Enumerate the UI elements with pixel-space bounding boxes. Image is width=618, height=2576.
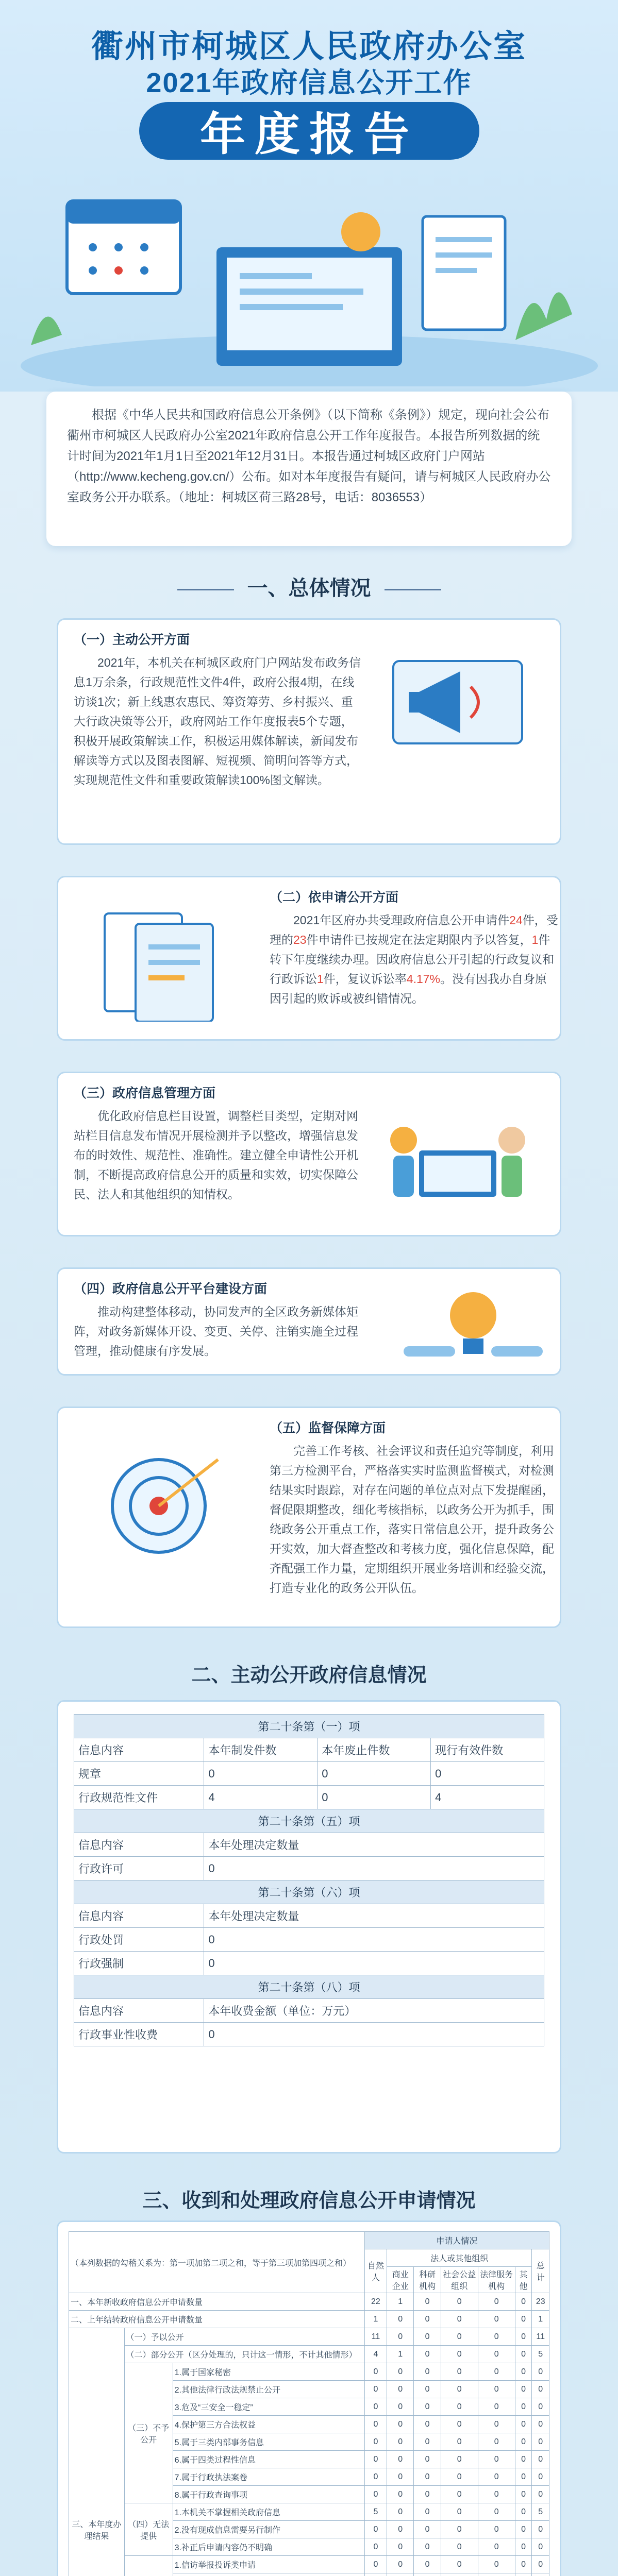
table-row xyxy=(69,2293,549,2311)
cell-value: 0 xyxy=(414,2293,441,2311)
t3-r1c1: 0 xyxy=(204,1952,544,1975)
card1-text: 2021年，本机关在柯城区政府门户网站发布政务信息1万余条，行政规范性文件4件，政府公报4期，在线访谈1次；新上线惠农惠民、筹资筹劳、乡村振兴、重大行政决策等公开，政府网站工作年度报表5个专题，积极开展政策解读工作，积极运用媒体解读，新闻发布解读等方式以及图表图解、短视频、简明问答等方式，实现规范性文件和重要政策解读100%图文解读。 xyxy=(74,656,361,787)
cell-value: 0 xyxy=(515,2328,532,2346)
t3-r0c0: 行政处罚 xyxy=(74,1928,204,1952)
cell-value: 0 xyxy=(387,2433,414,2451)
card-application-disclosure xyxy=(57,876,561,1041)
cell-value: 0 xyxy=(441,2486,478,2503)
cell-value: 0 xyxy=(441,2363,478,2381)
table-corner-note: （本列数据的勾稽关系为：第一项加第二项之和，等于第三项加第四项之和） xyxy=(69,2232,365,2293)
t1-caption: 第二十条第（一）项 xyxy=(74,1715,544,1738)
cell-value: 0 xyxy=(441,2521,478,2538)
group-label xyxy=(124,2556,173,2576)
card2-heading: （二）依申请公开方面 xyxy=(270,890,399,905)
col-other: 其他 xyxy=(515,2267,532,2293)
cell-value: 5 xyxy=(364,2503,387,2521)
cell-value: 0 xyxy=(515,2416,532,2433)
t1-h0: 信息内容 xyxy=(74,1738,204,1762)
cell-value: 0 xyxy=(441,2311,478,2328)
group-label: （三）不予公开 xyxy=(124,2363,173,2503)
cell-value: 0 xyxy=(532,2416,549,2433)
row-label: 2.没有现成信息需要另行制作 xyxy=(173,2521,364,2538)
table-row xyxy=(69,2363,549,2381)
cell-value: 0 xyxy=(441,2328,478,2346)
t1-r0c3: 0 xyxy=(431,1762,544,1786)
card4-text: 推动构建整体移动，协同发声的全区政务新媒体矩阵，对政务新媒体开设、变更、关停、注销实施全过程管理，推动健康有序发展。 xyxy=(74,1305,358,1358)
cell-value: 0 xyxy=(515,2363,532,2381)
card3-heading: （三）政府信息管理方面 xyxy=(74,1086,216,1100)
row-label: 1.信访举报投诉类申请 xyxy=(173,2556,364,2573)
cell-value: 0 xyxy=(515,2556,532,2573)
t3-h1: 本年处理决定数量 xyxy=(204,1904,544,1928)
cell-value: 0 xyxy=(364,2416,387,2433)
megaphone-icon xyxy=(373,640,543,764)
cell-value: 0 xyxy=(414,2398,441,2416)
card-platform-building xyxy=(57,1267,561,1376)
cell-value: 0 xyxy=(414,2311,441,2328)
cell-value: 0 xyxy=(515,2486,532,2503)
cell-value: 0 xyxy=(414,2451,441,2468)
cell-value: 11 xyxy=(364,2328,387,2346)
cell-value: 0 xyxy=(441,2381,478,2398)
t2-caption: 第二十条第（五）项 xyxy=(74,1809,544,1833)
hero-title-line1: 衢州市柯城区人民政府办公室 xyxy=(91,29,527,64)
t1-h2: 本年废止件数 xyxy=(318,1738,431,1762)
t1-r0c1: 0 xyxy=(204,1762,318,1786)
t1-h3: 现行有效件数 xyxy=(431,1738,544,1762)
cell-value: 0 xyxy=(478,2346,515,2363)
cell-value: 0 xyxy=(478,2521,515,2538)
cell-value: 0 xyxy=(515,2433,532,2451)
t4-r0c0: 行政事业性收费 xyxy=(74,2023,204,2046)
cell-value: 0 xyxy=(441,2451,478,2468)
row-label: 4.保护第三方合法权益 xyxy=(173,2416,364,2433)
t3-h0: 信息内容 xyxy=(74,1904,204,1928)
cell-value: 0 xyxy=(414,2328,441,2346)
col-commercial: 商业企业 xyxy=(387,2267,414,2293)
cell-value: 0 xyxy=(387,2486,414,2503)
cell-value: 0 xyxy=(532,2521,549,2538)
cell-value: 23 xyxy=(532,2293,549,2311)
cell-value: 0 xyxy=(515,2381,532,2398)
row-label: 5.属于三类内部事务信息 xyxy=(173,2433,364,2451)
cell-value: 0 xyxy=(515,2398,532,2416)
hero-banner xyxy=(0,0,618,392)
cell-value: 0 xyxy=(478,2433,515,2451)
hero-illustration xyxy=(0,170,618,386)
cell-value: 0 xyxy=(515,2451,532,2468)
cell-value: 0 xyxy=(414,2416,441,2433)
cell-value xyxy=(364,2573,387,2576)
card5-text: 完善工作考核、社会评议和责任追究等制度，利用第三方检测平台，严格落实实时监测监督模式，对检测结果实时跟踪，对存在问题的单位点对点下发提醒函，督促限期整改，细化考核指标，以政务公开为抓手，围绕政务公开重点工作，落实日常信息公开，提升政务公开实效，加大督查整改和考核力度，强化信息保障，配齐配强工作力量，定期组织开展业务培训和经验交流，打造专业化的政务公开队伍。 xyxy=(270,1444,554,1595)
t2-h1: 本年处理决定数量 xyxy=(204,1833,544,1857)
intro-text: 根据《中华人民共和国政府信息公开条例》（以下简称《条例》）规定，现向社会公布衢州市柯城区人民政府办公室2021年政府信息公开工作年度报告。本报告所列数据的统计时间为2021年1月1日至2021年12月31日。本报告通过柯城区政府门户网站（http://www.kecheng.gov.cn/）公布。如对本年度报告有疑问，请与柯城区人民政府办公室政务公开办联系。（地址：柯城区荷三路28号，电话：8036553） xyxy=(46,392,572,546)
cell-value: 0 xyxy=(478,2538,515,2556)
card3-text: 优化政府信息栏目设置，调整栏目类型，定期对网站栏目信息发布情况开展检测并予以整改，增强信息发布的时效性、规范性、准确性。建立健全申请性公开机制，不断提高政府信息公开的质量和实效，切实保障公民、法人和其他组织的知情权。 xyxy=(74,1109,358,1201)
cell-value: 0 xyxy=(478,2486,515,2503)
total-header: 总计 xyxy=(532,2249,549,2293)
application-stats-table xyxy=(69,2231,549,2576)
cell-value: 11 xyxy=(532,2328,549,2346)
cell-value: 0 xyxy=(532,2451,549,2468)
section2-title: 二、主动公开政府信息情况 xyxy=(191,1665,427,1686)
cell-value: 0 xyxy=(478,2398,515,2416)
cell-value: 0 xyxy=(532,2398,549,2416)
cell-value: 0 xyxy=(364,2556,387,2573)
card-info-management xyxy=(57,1072,561,1236)
cell-value: 0 xyxy=(364,2381,387,2398)
cell-value: 0 xyxy=(515,2538,532,2556)
section1-title-text: 一、总体情况 xyxy=(247,577,371,600)
cell-value: 0 xyxy=(414,2433,441,2451)
section1-title xyxy=(0,572,618,601)
cell-value: 1 xyxy=(364,2311,387,2328)
cell-value: 0 xyxy=(364,2486,387,2503)
cell-value: 0 xyxy=(441,2416,478,2433)
natural-person-header: 自然人 xyxy=(364,2249,387,2293)
cell-value: 0 xyxy=(532,2556,549,2573)
cell-value: 0 xyxy=(364,2451,387,2468)
table-article20-item1 xyxy=(74,1714,544,2046)
table-row xyxy=(69,2328,549,2346)
cell-value: 0 xyxy=(478,2556,515,2573)
row-label: 8.属于行政查询事项 xyxy=(173,2486,364,2503)
row-label: 3.补正后申请内容仍不明确 xyxy=(173,2538,364,2556)
card-active-disclosure xyxy=(57,618,561,845)
cell-value: 0 xyxy=(441,2346,478,2363)
t1-h1: 本年制发件数 xyxy=(204,1738,318,1762)
cell-value xyxy=(387,2573,414,2576)
t1-r0c0: 规章 xyxy=(74,1762,204,1786)
cell-value: 0 xyxy=(515,2346,532,2363)
table-row xyxy=(69,2503,549,2521)
cell-value: 0 xyxy=(414,2468,441,2486)
t2-r0c0: 行政许可 xyxy=(74,1857,204,1880)
cell-value: 0 xyxy=(387,2468,414,2486)
cell-value: 0 xyxy=(364,2468,387,2486)
cell-value: 0 xyxy=(414,2346,441,2363)
group-label: 三、本年度办理结果 xyxy=(69,2328,125,2576)
row-label: 6.属于四类过程性信息 xyxy=(173,2451,364,2468)
active-disclosure-tables xyxy=(57,1700,561,2154)
group-label: （四）无法提供 xyxy=(124,2503,173,2556)
cell-value: 0 xyxy=(387,2503,414,2521)
cell-value xyxy=(478,2573,515,2576)
t4-h1: 本年收费金额（单位：万元） xyxy=(204,1999,544,2023)
t2-r0c1: 0 xyxy=(204,1857,544,1880)
cell-value: 0 xyxy=(414,2556,441,2573)
t3-caption: 第二十条第（六）项 xyxy=(74,1880,544,1904)
cell-value: 0 xyxy=(414,2521,441,2538)
people-laptop-icon xyxy=(373,1094,543,1217)
cell-value: 22 xyxy=(364,2293,387,2311)
card5-heading: （五）监督保障方面 xyxy=(270,1421,386,1435)
cell-value: 0 xyxy=(532,2363,549,2381)
cell-value: 0 xyxy=(532,2433,549,2451)
cell-value: 0 xyxy=(532,2486,549,2503)
table-row xyxy=(69,2556,549,2573)
cell-value: 0 xyxy=(387,2538,414,2556)
cell-value xyxy=(441,2573,478,2576)
cell-value: 0 xyxy=(441,2398,478,2416)
cell-value: 0 xyxy=(532,2381,549,2398)
cell-value: 0 xyxy=(532,2538,549,2556)
t3-r0c1: 0 xyxy=(204,1928,544,1952)
row-label: 1.属于国家秘密 xyxy=(173,2363,364,2381)
target-icon xyxy=(74,1444,244,1568)
cell-value: 0 xyxy=(387,2328,414,2346)
card4-heading: （四）政府信息公开平台建设方面 xyxy=(74,1282,268,1296)
col-nonprofit: 社会公益组织 xyxy=(441,2267,478,2293)
row-label: 二、上年结转政府信息公开申请数量 xyxy=(69,2311,365,2328)
cell-value: 4 xyxy=(364,2346,387,2363)
cell-value: 0 xyxy=(515,2521,532,2538)
cell-value: 0 xyxy=(387,2521,414,2538)
cell-value: 0 xyxy=(387,2556,414,2573)
row-label: 一、本年新收政府信息公开申请数量 xyxy=(69,2293,365,2311)
hero-band-text: 年度报告 xyxy=(199,109,419,160)
row-label xyxy=(173,2573,364,2576)
cell-value: 0 xyxy=(364,2433,387,2451)
cell-value: 0 xyxy=(515,2468,532,2486)
t1-r1c0: 行政规范性文件 xyxy=(74,1786,204,1809)
cell-value: 1 xyxy=(387,2346,414,2363)
cell-value: 0 xyxy=(441,2503,478,2521)
cell-value: 0 xyxy=(414,2538,441,2556)
cell-value: 0 xyxy=(387,2311,414,2328)
hero-title-line2: 2021年政府信息公开工作 xyxy=(146,67,472,98)
cell-value: 0 xyxy=(441,2556,478,2573)
hero-band xyxy=(139,102,479,160)
cell-value: 0 xyxy=(478,2416,515,2433)
row-label: （二）部分公开（区分处理的，只计这一情形，不计其他情形） xyxy=(124,2346,364,2363)
cell-value xyxy=(532,2573,549,2576)
cell-value: 0 xyxy=(532,2468,549,2486)
cell-value: 5 xyxy=(532,2503,549,2521)
cell-value: 0 xyxy=(414,2363,441,2381)
documents-icon xyxy=(74,898,244,1022)
cell-value: 0 xyxy=(515,2311,532,2328)
cell-value: 0 xyxy=(515,2503,532,2521)
cell-value: 0 xyxy=(364,2363,387,2381)
cell-value: 0 xyxy=(441,2468,478,2486)
cell-value xyxy=(414,2573,441,2576)
t1-r1c1: 4 xyxy=(204,1786,318,1809)
section3-title: 三、收到和处理政府信息公开申请情况 xyxy=(142,2190,476,2212)
cell-value: 0 xyxy=(478,2451,515,2468)
cell-value: 0 xyxy=(478,2503,515,2521)
cell-value: 0 xyxy=(414,2503,441,2521)
cell-value: 0 xyxy=(478,2328,515,2346)
application-table-box xyxy=(57,2221,561,2576)
t4-h0: 信息内容 xyxy=(74,1999,204,2023)
idea-icon xyxy=(388,1279,558,1367)
t4-r0c1: 0 xyxy=(204,2023,544,2046)
t3-r1c0: 行政强制 xyxy=(74,1952,204,1975)
cell-value: 0 xyxy=(441,2538,478,2556)
col-legal-service: 法律服务机构 xyxy=(478,2267,515,2293)
cell-value: 0 xyxy=(478,2363,515,2381)
row-label: 2.其他法律行政法规禁止公开 xyxy=(173,2381,364,2398)
cell-value: 0 xyxy=(478,2311,515,2328)
cell-value: 0 xyxy=(387,2381,414,2398)
cell-value: 0 xyxy=(364,2398,387,2416)
cell-value: 5 xyxy=(532,2346,549,2363)
row-label: 3.危及“三安全一稳定” xyxy=(173,2398,364,2416)
cell-value: 0 xyxy=(441,2433,478,2451)
cell-value: 0 xyxy=(387,2363,414,2381)
cell-value: 0 xyxy=(387,2416,414,2433)
t4-caption: 第二十条第（八）项 xyxy=(74,1975,544,1999)
card2-text: 2021年区府办共受理政府信息公开申请件24件，受理的23件申请件已按规定在法定期限内予以答复，1件转下年度继续办理。因政府信息公开引起的行政复议和行政诉讼1件，复议诉讼率4.17%。没有因我办自身原因引起的败诉或被纠错情况。 xyxy=(270,913,558,1005)
cell-value: 0 xyxy=(364,2521,387,2538)
applicant-header: 申请人情况 xyxy=(364,2232,549,2249)
cell-value: 0 xyxy=(515,2293,532,2311)
t1-r0c2: 0 xyxy=(318,1762,431,1786)
row-label: （一）予以公开 xyxy=(124,2328,364,2346)
cell-value xyxy=(515,2573,532,2576)
table-row xyxy=(69,2346,549,2363)
cell-value: 0 xyxy=(387,2451,414,2468)
card1-heading: （一）主动公开方面 xyxy=(74,633,190,647)
cell-value: 0 xyxy=(414,2381,441,2398)
card-supervision xyxy=(57,1406,561,1628)
cell-value: 0 xyxy=(478,2381,515,2398)
row-label: 1.本机关不掌握相关政府信息 xyxy=(173,2503,364,2521)
cell-value: 0 xyxy=(478,2468,515,2486)
cell-value: 0 xyxy=(478,2293,515,2311)
row-label: 7.属于行政执法案卷 xyxy=(173,2468,364,2486)
table-row xyxy=(69,2311,549,2328)
t2-h0: 信息内容 xyxy=(74,1833,204,1857)
t1-r1c2: 0 xyxy=(318,1786,431,1809)
cell-value: 0 xyxy=(414,2486,441,2503)
cell-value: 0 xyxy=(441,2293,478,2311)
cell-value: 1 xyxy=(387,2293,414,2311)
legal-person-header: 法人或其他组织 xyxy=(387,2249,532,2267)
col-research: 科研机构 xyxy=(414,2267,441,2293)
cell-value: 0 xyxy=(387,2398,414,2416)
cell-value: 1 xyxy=(532,2311,549,2328)
t1-r1c3: 4 xyxy=(431,1786,544,1809)
cell-value: 0 xyxy=(364,2538,387,2556)
